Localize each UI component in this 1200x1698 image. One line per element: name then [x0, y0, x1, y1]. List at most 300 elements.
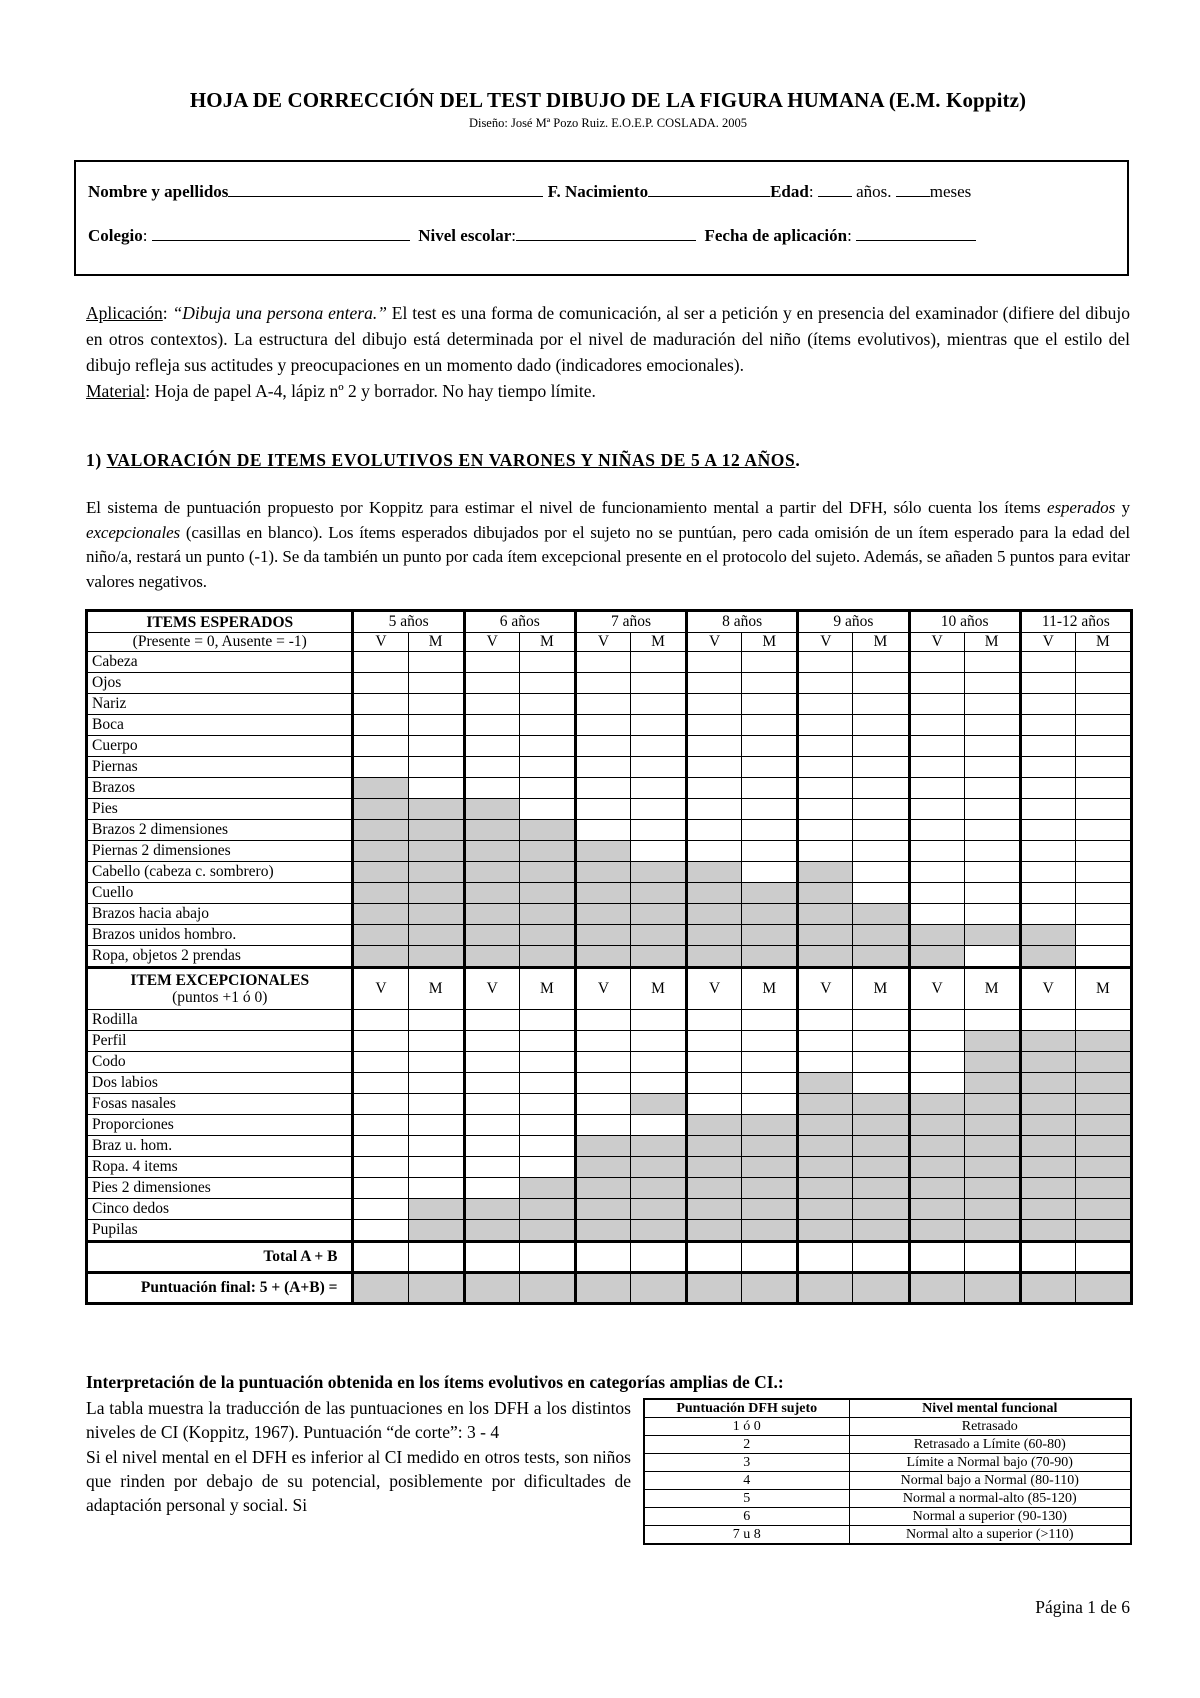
- score-cell[interactable]: [909, 1010, 964, 1031]
- col-v-2: V: [575, 633, 630, 652]
- score-cell[interactable]: [687, 1073, 742, 1094]
- total-a-b-cell[interactable]: [353, 1242, 408, 1273]
- score-cell[interactable]: [909, 736, 964, 757]
- score-cell[interactable]: [408, 1178, 464, 1199]
- shaded-cell: [798, 1094, 853, 1115]
- years-label: años.: [856, 182, 892, 201]
- score-cell[interactable]: [575, 1052, 630, 1073]
- total-a-b-cell[interactable]: [630, 1242, 686, 1273]
- score-cell[interactable]: [519, 1094, 575, 1115]
- score-cell[interactable]: [1075, 799, 1131, 820]
- table-row: [87, 946, 1132, 968]
- score-cell[interactable]: [1075, 694, 1131, 715]
- score-cell[interactable]: [1020, 652, 1075, 673]
- score-cell[interactable]: [742, 841, 798, 862]
- score-cell[interactable]: [909, 778, 964, 799]
- score-cell[interactable]: [630, 799, 686, 820]
- shaded-cell: [630, 1178, 686, 1199]
- score-cell[interactable]: [519, 1010, 575, 1031]
- score-cell[interactable]: [519, 715, 575, 736]
- shaded-cell: [408, 1220, 464, 1242]
- exc-col-v-2: V: [575, 968, 630, 1010]
- score-cell[interactable]: [575, 1073, 630, 1094]
- score-cell[interactable]: [464, 1094, 519, 1115]
- score-cell[interactable]: [964, 799, 1020, 820]
- score-cell[interactable]: [909, 652, 964, 673]
- final-score-cell[interactable]: [1020, 1273, 1075, 1304]
- shaded-cell: [687, 1115, 742, 1136]
- score-cell[interactable]: [408, 673, 464, 694]
- score-cell[interactable]: [687, 757, 742, 778]
- score-cell[interactable]: [630, 757, 686, 778]
- final-score-cell[interactable]: [909, 1273, 964, 1304]
- score-cell[interactable]: [853, 715, 909, 736]
- score-cell[interactable]: [630, 820, 686, 841]
- score-cell[interactable]: [687, 1031, 742, 1052]
- table-row: [87, 862, 1132, 883]
- score-cell[interactable]: [909, 715, 964, 736]
- score-cell[interactable]: [519, 1136, 575, 1157]
- ci-table: [643, 1398, 1132, 1545]
- score-cell[interactable]: [742, 1010, 798, 1031]
- score-cell[interactable]: [1075, 841, 1131, 862]
- shaded-cell: [519, 1220, 575, 1242]
- score-cell[interactable]: [464, 1157, 519, 1178]
- score-cell[interactable]: [408, 1010, 464, 1031]
- score-cell[interactable]: [575, 715, 630, 736]
- score-cell[interactable]: [687, 1010, 742, 1031]
- score-cell[interactable]: [909, 1073, 964, 1094]
- score-cell[interactable]: [964, 841, 1020, 862]
- score-cell[interactable]: [964, 820, 1020, 841]
- exceptional-header-title: ITEM EXCEPCIONALES: [130, 972, 310, 989]
- score-cell[interactable]: [519, 673, 575, 694]
- score-cell[interactable]: [630, 1115, 686, 1136]
- score-cell[interactable]: [519, 778, 575, 799]
- exc-col-v-3: V: [687, 968, 742, 1010]
- score-cell[interactable]: [742, 736, 798, 757]
- scoring-em-excepcionales: excepcionales: [86, 522, 181, 542]
- score-cell[interactable]: [630, 841, 686, 862]
- total-a-b-cell[interactable]: [1075, 1242, 1131, 1273]
- score-cell[interactable]: [408, 1073, 464, 1094]
- score-cell[interactable]: [964, 673, 1020, 694]
- score-cell[interactable]: [353, 1094, 408, 1115]
- score-cell[interactable]: [1020, 1010, 1075, 1031]
- score-cell[interactable]: [909, 841, 964, 862]
- final-score-cell[interactable]: [964, 1273, 1020, 1304]
- score-cell[interactable]: [1020, 673, 1075, 694]
- score-cell[interactable]: [519, 1052, 575, 1073]
- ci-score: 7 u 8: [644, 1526, 849, 1545]
- score-cell[interactable]: [853, 883, 909, 904]
- score-cell[interactable]: [1020, 778, 1075, 799]
- total-a-b-cell[interactable]: [687, 1242, 742, 1273]
- score-cell[interactable]: [853, 736, 909, 757]
- score-cell[interactable]: [353, 1052, 408, 1073]
- score-cell[interactable]: [1075, 946, 1131, 968]
- shaded-cell: [742, 883, 798, 904]
- age-months-field[interactable]: [896, 182, 930, 197]
- score-cell[interactable]: [464, 715, 519, 736]
- score-cell[interactable]: [630, 1052, 686, 1073]
- score-cell[interactable]: [964, 652, 1020, 673]
- exceptional-item-label: Pupilas: [87, 1220, 353, 1242]
- shaded-cell: [964, 1115, 1020, 1136]
- score-cell[interactable]: [519, 757, 575, 778]
- shaded-cell: [798, 925, 853, 946]
- score-cell[interactable]: [408, 652, 464, 673]
- shaded-cell: [909, 1094, 964, 1115]
- score-cell[interactable]: [575, 652, 630, 673]
- score-cell[interactable]: [464, 736, 519, 757]
- score-cell[interactable]: [853, 694, 909, 715]
- final-score-cell[interactable]: [687, 1273, 742, 1304]
- score-cell[interactable]: [909, 673, 964, 694]
- score-cell[interactable]: [909, 1052, 964, 1073]
- score-cell[interactable]: [853, 1073, 909, 1094]
- score-cell[interactable]: [964, 736, 1020, 757]
- score-cell[interactable]: [353, 673, 408, 694]
- score-cell[interactable]: [853, 673, 909, 694]
- score-cell[interactable]: [519, 1157, 575, 1178]
- score-cell[interactable]: [853, 820, 909, 841]
- shaded-cell: [630, 1157, 686, 1178]
- score-cell[interactable]: [909, 820, 964, 841]
- score-cell[interactable]: [408, 778, 464, 799]
- score-cell[interactable]: [798, 1010, 853, 1031]
- score-cell[interactable]: [798, 1031, 853, 1052]
- score-cell[interactable]: [630, 715, 686, 736]
- score-cell[interactable]: [742, 1052, 798, 1073]
- final-score-cell[interactable]: [742, 1273, 798, 1304]
- shaded-cell: [519, 904, 575, 925]
- score-cell[interactable]: [798, 1052, 853, 1073]
- score-cell[interactable]: [1075, 883, 1131, 904]
- score-cell[interactable]: [353, 1220, 408, 1242]
- score-cell[interactable]: [1020, 715, 1075, 736]
- total-a-b-cell[interactable]: [853, 1242, 909, 1273]
- score-cell[interactable]: [519, 1115, 575, 1136]
- score-cell[interactable]: [575, 1010, 630, 1031]
- score-cell[interactable]: [687, 841, 742, 862]
- score-cell[interactable]: [464, 1178, 519, 1199]
- score-cell[interactable]: [1020, 757, 1075, 778]
- shaded-cell: [1020, 1178, 1075, 1199]
- score-cell[interactable]: [909, 694, 964, 715]
- score-cell[interactable]: [1075, 778, 1131, 799]
- score-cell[interactable]: [464, 1052, 519, 1073]
- score-cell[interactable]: [353, 694, 408, 715]
- score-cell[interactable]: [353, 715, 408, 736]
- score-cell[interactable]: [408, 1115, 464, 1136]
- score-cell[interactable]: [1020, 862, 1075, 883]
- score-cell[interactable]: [575, 1094, 630, 1115]
- score-cell[interactable]: [575, 673, 630, 694]
- col-m-2: M: [630, 633, 686, 652]
- score-cell[interactable]: [408, 715, 464, 736]
- score-cell[interactable]: [909, 799, 964, 820]
- score-cell[interactable]: [964, 862, 1020, 883]
- table-row: [87, 1178, 1132, 1199]
- shaded-cell: [408, 1199, 464, 1220]
- final-score-cell[interactable]: [408, 1273, 464, 1304]
- score-cell[interactable]: [519, 799, 575, 820]
- score-cell[interactable]: [464, 1031, 519, 1052]
- score-cell[interactable]: [909, 757, 964, 778]
- score-cell[interactable]: [1075, 904, 1131, 925]
- score-cell[interactable]: [353, 652, 408, 673]
- total-a-b-cell[interactable]: [575, 1242, 630, 1273]
- score-cell[interactable]: [853, 841, 909, 862]
- score-cell[interactable]: [964, 1010, 1020, 1031]
- total-a-b-cell[interactable]: [742, 1242, 798, 1273]
- score-cell[interactable]: [630, 1010, 686, 1031]
- final-score-cell[interactable]: [630, 1273, 686, 1304]
- score-cell[interactable]: [1075, 862, 1131, 883]
- level-field[interactable]: [516, 226, 696, 241]
- score-cell[interactable]: [687, 673, 742, 694]
- score-cell[interactable]: [519, 1031, 575, 1052]
- col-v-6: V: [1020, 633, 1075, 652]
- score-cell[interactable]: [630, 673, 686, 694]
- score-cell[interactable]: [687, 715, 742, 736]
- score-cell[interactable]: [519, 1073, 575, 1094]
- score-cell[interactable]: [353, 1199, 408, 1220]
- score-cell[interactable]: [742, 715, 798, 736]
- score-cell[interactable]: [687, 736, 742, 757]
- score-cell[interactable]: [1020, 883, 1075, 904]
- score-cell[interactable]: [742, 1094, 798, 1115]
- total-a-b-cell[interactable]: [909, 1242, 964, 1273]
- score-cell[interactable]: [464, 1073, 519, 1094]
- shaded-cell: [742, 1178, 798, 1199]
- score-cell[interactable]: [964, 757, 1020, 778]
- shaded-cell: [853, 1115, 909, 1136]
- score-cell[interactable]: [742, 820, 798, 841]
- date-field[interactable]: [856, 226, 976, 241]
- score-cell[interactable]: [964, 904, 1020, 925]
- score-cell[interactable]: [1075, 820, 1131, 841]
- score-cell[interactable]: [964, 946, 1020, 968]
- shaded-cell: [1020, 1073, 1075, 1094]
- score-cell[interactable]: [1075, 736, 1131, 757]
- score-cell[interactable]: [687, 820, 742, 841]
- final-score-cell[interactable]: [798, 1273, 853, 1304]
- score-cell[interactable]: [687, 1094, 742, 1115]
- score-cell[interactable]: [742, 799, 798, 820]
- shaded-cell: [408, 883, 464, 904]
- shaded-cell: [1020, 1031, 1075, 1052]
- score-cell[interactable]: [575, 799, 630, 820]
- score-cell[interactable]: [353, 1073, 408, 1094]
- final-score-cell[interactable]: [464, 1273, 519, 1304]
- score-cell[interactable]: [1020, 904, 1075, 925]
- score-cell[interactable]: [1020, 736, 1075, 757]
- score-cell[interactable]: [464, 1115, 519, 1136]
- score-cell[interactable]: [742, 862, 798, 883]
- total-a-b-cell[interactable]: [964, 1242, 1020, 1273]
- score-cell[interactable]: [408, 1031, 464, 1052]
- score-cell[interactable]: [853, 652, 909, 673]
- col-v-4: V: [798, 633, 853, 652]
- score-cell[interactable]: [853, 1031, 909, 1052]
- age-years-field[interactable]: [818, 182, 852, 197]
- score-cell[interactable]: [853, 757, 909, 778]
- shaded-cell: [853, 946, 909, 968]
- shaded-cell: [909, 1136, 964, 1157]
- shaded-cell: [853, 1157, 909, 1178]
- score-cell[interactable]: [1020, 799, 1075, 820]
- score-cell[interactable]: [798, 652, 853, 673]
- score-cell[interactable]: [408, 1094, 464, 1115]
- score-cell[interactable]: [630, 778, 686, 799]
- final-score-cell[interactable]: [853, 1273, 909, 1304]
- score-cell[interactable]: [519, 694, 575, 715]
- score-cell[interactable]: [575, 1115, 630, 1136]
- student-info-box: [74, 160, 1129, 276]
- score-cell[interactable]: [909, 862, 964, 883]
- score-cell[interactable]: [1075, 925, 1131, 946]
- total-a-b-cell[interactable]: [519, 1242, 575, 1273]
- score-cell[interactable]: [408, 736, 464, 757]
- score-cell[interactable]: [408, 757, 464, 778]
- table-row: [87, 1010, 1132, 1031]
- expected-item-label: Pies: [87, 799, 353, 820]
- score-cell[interactable]: [798, 736, 853, 757]
- score-cell[interactable]: [1020, 820, 1075, 841]
- name-field[interactable]: [228, 182, 543, 197]
- exceptional-item-label: Fosas nasales: [87, 1094, 353, 1115]
- score-cell[interactable]: [853, 862, 909, 883]
- score-cell[interactable]: [798, 673, 853, 694]
- score-cell[interactable]: [687, 652, 742, 673]
- score-cell[interactable]: [630, 694, 686, 715]
- score-cell[interactable]: [687, 1052, 742, 1073]
- score-cell[interactable]: [353, 757, 408, 778]
- score-cell[interactable]: [353, 1010, 408, 1031]
- score-cell[interactable]: [687, 778, 742, 799]
- score-cell[interactable]: [1020, 841, 1075, 862]
- score-cell[interactable]: [798, 799, 853, 820]
- final-score-cell[interactable]: [1075, 1273, 1131, 1304]
- score-cell[interactable]: [630, 1073, 686, 1094]
- shaded-cell: [519, 925, 575, 946]
- score-cell[interactable]: [575, 757, 630, 778]
- score-cell[interactable]: [853, 799, 909, 820]
- school-field[interactable]: [152, 226, 410, 241]
- score-cell[interactable]: [909, 1031, 964, 1052]
- score-cell[interactable]: [742, 1073, 798, 1094]
- shaded-cell: [687, 1220, 742, 1242]
- score-cell[interactable]: [1075, 757, 1131, 778]
- final-score-cell[interactable]: [575, 1273, 630, 1304]
- score-cell[interactable]: [353, 1031, 408, 1052]
- score-cell[interactable]: [519, 652, 575, 673]
- final-score-cell[interactable]: [519, 1273, 575, 1304]
- score-cell[interactable]: [798, 694, 853, 715]
- score-cell[interactable]: [798, 757, 853, 778]
- score-cell[interactable]: [464, 694, 519, 715]
- score-cell[interactable]: [853, 778, 909, 799]
- exc-col-v-5: V: [909, 968, 964, 1010]
- score-cell[interactable]: [408, 1157, 464, 1178]
- score-cell[interactable]: [575, 1031, 630, 1052]
- score-cell[interactable]: [742, 673, 798, 694]
- score-cell[interactable]: [464, 757, 519, 778]
- total-a-b-cell[interactable]: [464, 1242, 519, 1273]
- table-row: [87, 715, 1132, 736]
- score-cell[interactable]: [1020, 694, 1075, 715]
- score-cell[interactable]: [464, 1136, 519, 1157]
- score-cell[interactable]: [964, 778, 1020, 799]
- shaded-cell: [853, 1178, 909, 1199]
- score-cell[interactable]: [964, 715, 1020, 736]
- score-cell[interactable]: [853, 1052, 909, 1073]
- score-cell[interactable]: [687, 799, 742, 820]
- score-cell[interactable]: [353, 1136, 408, 1157]
- total-a-b-cell[interactable]: [1020, 1242, 1075, 1273]
- score-cell[interactable]: [1075, 715, 1131, 736]
- score-cell[interactable]: [353, 1157, 408, 1178]
- score-cell[interactable]: [964, 883, 1020, 904]
- score-cell[interactable]: [1075, 1010, 1131, 1031]
- score-cell[interactable]: [964, 694, 1020, 715]
- score-cell[interactable]: [408, 694, 464, 715]
- score-cell[interactable]: [464, 673, 519, 694]
- score-cell[interactable]: [575, 778, 630, 799]
- total-a-b-cell[interactable]: [408, 1242, 464, 1273]
- score-cell[interactable]: [742, 1031, 798, 1052]
- score-cell[interactable]: [798, 820, 853, 841]
- score-cell[interactable]: [798, 841, 853, 862]
- exc-col-m-3: M: [742, 968, 798, 1010]
- score-cell[interactable]: [575, 694, 630, 715]
- score-cell[interactable]: [742, 652, 798, 673]
- final-score-cell[interactable]: [353, 1273, 408, 1304]
- score-cell[interactable]: [742, 694, 798, 715]
- score-cell[interactable]: [408, 1052, 464, 1073]
- score-cell[interactable]: [798, 778, 853, 799]
- score-cell[interactable]: [575, 736, 630, 757]
- score-cell[interactable]: [909, 883, 964, 904]
- score-cell[interactable]: [519, 736, 575, 757]
- score-cell[interactable]: [630, 736, 686, 757]
- score-cell[interactable]: [853, 1010, 909, 1031]
- score-cell[interactable]: [1075, 673, 1131, 694]
- score-cell[interactable]: [353, 1178, 408, 1199]
- table-row: [87, 652, 1132, 673]
- score-cell[interactable]: [742, 757, 798, 778]
- score-cell[interactable]: [353, 736, 408, 757]
- score-cell[interactable]: [1075, 652, 1131, 673]
- score-cell[interactable]: [408, 1136, 464, 1157]
- score-cell[interactable]: [464, 652, 519, 673]
- score-cell[interactable]: [353, 1115, 408, 1136]
- score-cell[interactable]: [630, 652, 686, 673]
- score-cell[interactable]: [575, 820, 630, 841]
- score-cell[interactable]: [909, 904, 964, 925]
- score-cell[interactable]: [742, 778, 798, 799]
- birth-field[interactable]: [648, 182, 770, 197]
- shaded-cell: [853, 1199, 909, 1220]
- score-cell[interactable]: [464, 1010, 519, 1031]
- score-cell[interactable]: [687, 694, 742, 715]
- score-cell[interactable]: [798, 715, 853, 736]
- score-cell[interactable]: [630, 1031, 686, 1052]
- score-cell[interactable]: [464, 778, 519, 799]
- total-a-b-cell[interactable]: [798, 1242, 853, 1273]
